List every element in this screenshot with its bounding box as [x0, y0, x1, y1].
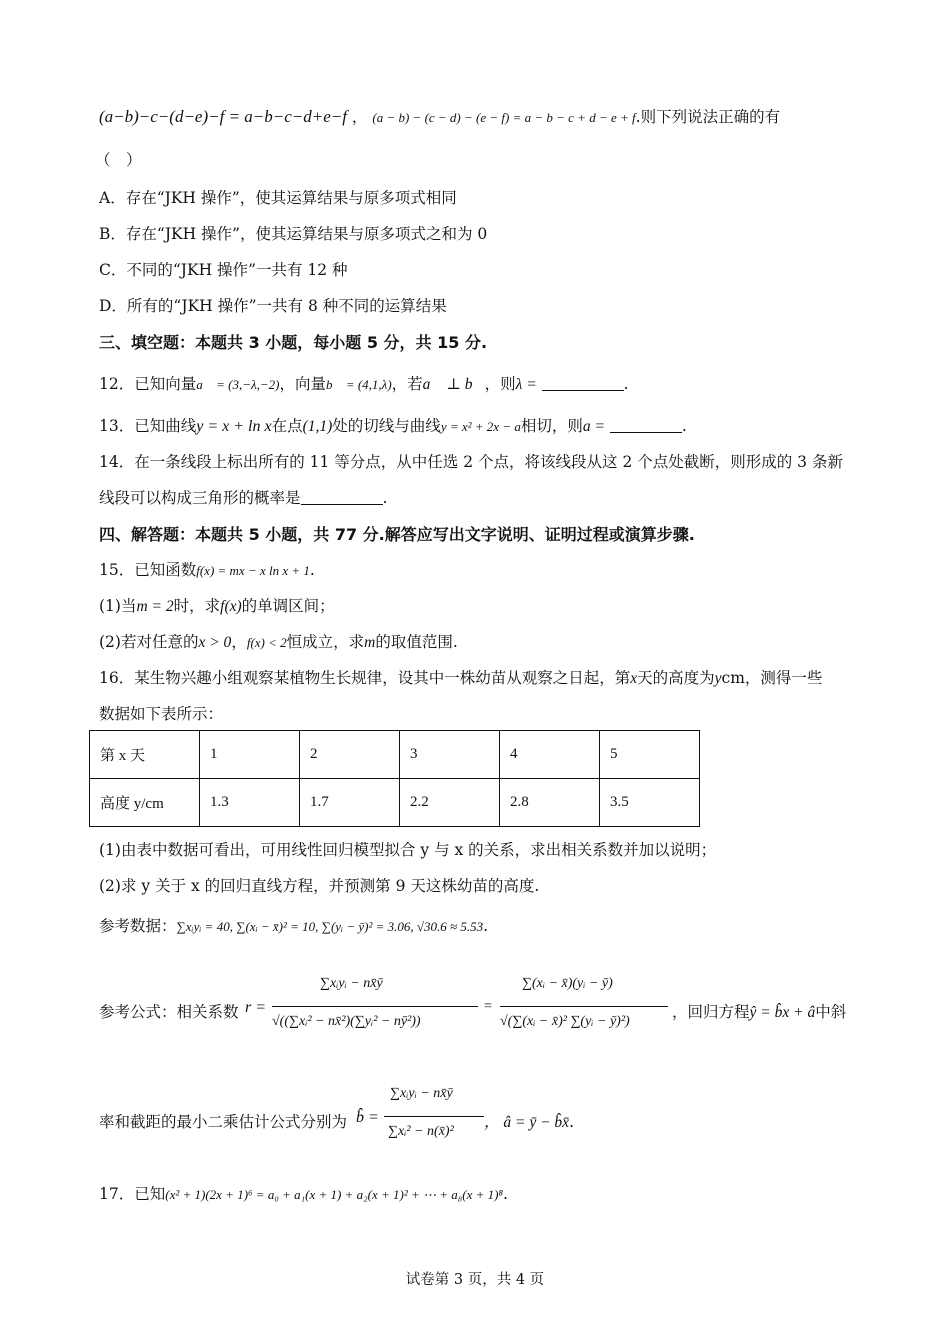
table-row: [90, 779, 700, 827]
q15-s2b: ，: [231, 633, 247, 651]
q15-p1: 15．已知函数: [99, 561, 197, 579]
question-12: [99, 372, 629, 394]
table-cell: 3.5: [600, 779, 700, 827]
fraction-bar: [500, 1006, 668, 1007]
question-13: [99, 414, 687, 436]
q15-s2f: f(x) < 2: [246, 635, 287, 650]
q16-line2: 数据如下表所示：: [99, 705, 224, 723]
q12-lambda: λ =: [515, 376, 537, 393]
q17-expression: (x² + 1)(2x + 1)⁶ = a₀ + a₁(x + 1) + a₂(x + 1)² + ⋯ + a₈(x + 1)⁸: [165, 1187, 504, 1202]
table-cell: 2.8: [500, 779, 600, 827]
q15-s2a: (2)若对任意的: [99, 633, 199, 651]
q12-p4: ，则: [484, 375, 516, 393]
q15-s1b: 时，求: [173, 597, 221, 615]
q16-l1y: y: [714, 670, 722, 687]
page-footer: 试卷第 3 页，共 4 页: [405, 1272, 545, 1288]
q12-p2: ，向量: [279, 375, 326, 393]
option-a: A．存在“JKH 操作”，使其运算结果与原多项式相同: [99, 189, 457, 207]
q13-a: a =: [582, 418, 605, 435]
table-cell: 2: [300, 731, 400, 779]
table-cell: 2.2: [400, 779, 500, 827]
q12-end: .: [623, 375, 629, 393]
q12-vector-b: b⃗ = (4,1,λ): [325, 377, 392, 392]
question-17: [99, 1182, 508, 1204]
b-hat-symbol: b̂ =: [356, 1109, 379, 1126]
q12-p1: 12．已知向量: [99, 375, 197, 393]
q16-l1b: 天的高度为: [637, 669, 715, 687]
q15-s2d: 的取值范围.: [375, 633, 458, 651]
q13-end: .: [681, 417, 687, 435]
a-hat-line: [484, 1110, 574, 1132]
q16-sub2: (2)求 y 关于 x 的回归直线方程，并预测第 9 天这株幼苗的高度.: [99, 877, 540, 895]
ref-label: 参考数据：: [99, 917, 177, 935]
option-b: B．存在“JKH 操作”，使其运算结果与原多项式之和为 0: [99, 225, 488, 243]
b-denominator: ∑xᵢ² − n(x̄)²: [388, 1124, 454, 1139]
equals-sign: =: [484, 999, 492, 1014]
table-row: [90, 731, 700, 779]
intro-expr1: (a−b)−c−(d−e)−f = a−b−c−d+e−f: [99, 107, 347, 126]
q12-condition: a⃗ ⊥ b⃗: [422, 376, 485, 393]
q13-p3: 处的切线与曲线: [332, 417, 441, 435]
table-cell: 5: [600, 731, 700, 779]
r-numerator-1: ∑xᵢyᵢ − nx̄ȳ: [320, 976, 383, 991]
q16-l1a: 16．某生物兴趣小组观察某植物生长规律，设其中一株幼苗从观察之日起，第: [99, 669, 631, 687]
q15-s2x: x > 0: [198, 634, 232, 651]
q14-line2: [99, 486, 387, 508]
section4-title: 四、解答题：本题共 5 小题，共 77 分.解答应写出文字说明、证明过程或演算步骤.: [99, 525, 695, 544]
q15-s1a: (1)当: [99, 597, 137, 615]
q13-answer-blank[interactable]: [610, 418, 682, 433]
option-d: D．所有的“JKH 操作”一共有 8 种不同的运算结果: [99, 297, 447, 315]
r-denominator-2: √(∑(xᵢ − x̄)² ∑(yᵢ − ȳ)²): [500, 1014, 630, 1029]
b-numerator: ∑xᵢyᵢ − nx̄ȳ: [390, 1086, 453, 1101]
ref-data-formula: ∑xᵢyᵢ = 40, ∑(xᵢ − x̄)² = 10, ∑(yᵢ − ȳ)² = 3.06, √30.6 ≈ 5.53: [176, 919, 484, 934]
data-table: [89, 730, 700, 827]
r-numerator-2: ∑(xᵢ − x̄)(yᵢ − ȳ): [522, 976, 613, 991]
q16-l1x: x: [630, 670, 638, 687]
table-cell: 1: [200, 731, 300, 779]
reg-tail: 中斜: [815, 1003, 847, 1021]
regression-equation: ŷ = b̂x + â: [749, 1004, 816, 1021]
q13-curve2: y = x² + 2x − a: [440, 419, 521, 434]
fraction-bar: [272, 1006, 478, 1007]
q16-sub1: (1)由表中数据可看出，可用线性回归模型拟合 y 与 x 的关系，求出相关系数并加以说明；: [99, 841, 717, 859]
option-c: C．不同的“JKH 操作”一共有 12 种: [99, 261, 348, 279]
a-hat-end: .: [569, 1113, 574, 1131]
ref-end: .: [483, 917, 489, 935]
r-symbol: r =: [245, 999, 267, 1016]
q12-vector-a: a⃗ = (3,−λ,−2): [196, 377, 280, 392]
q13-p4: 相切，则: [520, 417, 583, 435]
intro-expr2: (a − b) − (c − d) − (e − f) = a − b − c + d − e + f: [372, 110, 636, 125]
q15-s2m: m: [364, 634, 376, 651]
q13-p1: 13．已知曲线: [99, 417, 197, 435]
q12-p3: ，若: [391, 375, 423, 393]
section3-title: 三、填空题：本题共 3 小题，每小题 5 分，共 15 分.: [99, 333, 488, 352]
q13-curve: y = x + ln x: [196, 418, 272, 435]
reg-label: ，回归方程: [672, 1003, 750, 1021]
q15-end: .: [309, 561, 315, 579]
answer-paren: （ ）: [95, 151, 142, 169]
q17-end: .: [503, 1185, 508, 1203]
q15-s1m: m = 2: [136, 598, 174, 615]
least-squares-label: 率和截距的最小二乘估计公式分别为: [99, 1113, 348, 1131]
table-header-height: 高度 y/cm: [90, 779, 200, 827]
q14-answer-blank[interactable]: [301, 490, 383, 505]
table-cell: 3: [400, 731, 500, 779]
q17-p1: 17．已知: [99, 1185, 166, 1203]
fraction-bar: [384, 1116, 484, 1117]
table-header-day: 第 x 天: [90, 731, 200, 779]
q15-s2c: 恒成立，求: [286, 633, 365, 651]
q15-function: f(x) = mx − x ln x + 1: [196, 563, 310, 578]
q16-line1: [99, 666, 822, 688]
regression-line: [672, 1000, 846, 1022]
question-15: [99, 558, 315, 580]
q15-s1c: 的单调区间；: [241, 597, 335, 615]
a-hat-formula: ， â = ȳ − b̂x̄: [484, 1114, 570, 1131]
q14-text: 线段可以构成三角形的概率是: [99, 489, 301, 507]
intro-sep: ，: [351, 108, 368, 126]
q13-point: (1,1): [302, 418, 333, 435]
table-cell: 1.7: [300, 779, 400, 827]
intro-line: [99, 105, 780, 127]
q15-sub2: [99, 630, 458, 652]
formula-label: 参考公式：相关系数: [99, 1003, 239, 1021]
q16-reference-data: [99, 914, 488, 936]
intro-tail: .则下列说法正确的有: [635, 108, 781, 126]
q16-l1c: cm，测得一些: [721, 669, 823, 687]
q13-p2: 在点: [271, 417, 303, 435]
q12-answer-blank[interactable]: [542, 376, 624, 391]
table-cell: 1.3: [200, 779, 300, 827]
table-cell: 4: [500, 731, 600, 779]
r-denominator-1: √((∑xᵢ² − nx̄²)(∑yᵢ² − nȳ²)): [272, 1014, 421, 1029]
q14-line1: 14．在一条线段上标出所有的 11 等分点，从中任选 2 个点，将该线段从这 2 个点处截断，则形成的 3 条新: [99, 453, 843, 471]
q14-end: .: [382, 489, 388, 507]
q15-sub1: [99, 594, 335, 616]
q15-s1f: f(x): [220, 598, 242, 615]
